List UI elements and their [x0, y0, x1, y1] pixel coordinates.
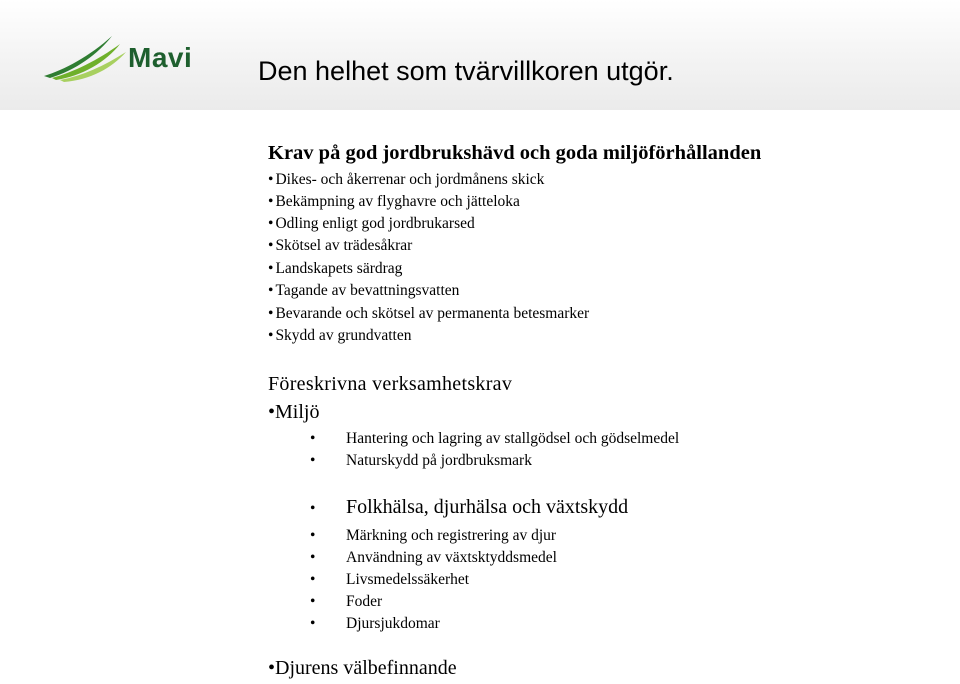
list-item: • Skötsel av trädesåkrar [268, 237, 413, 254]
list-item: • Tagande av bevattningsvatten [268, 282, 460, 299]
list-item: • Landskapets särdrag [268, 260, 403, 277]
logo-text: Mavi [128, 42, 193, 73]
list-item: • Bevarande och skötsel av permanenta betesmarker [268, 305, 590, 322]
leaf-swoosh-icon [42, 30, 132, 86]
list-item: • Bekämpning av flyghavre och jätteloka [268, 193, 520, 210]
section1-heading: Krav på god jordbrukshävd och goda miljöförhållanden [268, 142, 762, 164]
mavi-logo [42, 30, 212, 86]
list-item: • Dikes- och åkerrenar och jordmånens skick [268, 171, 545, 188]
group-label-djurens: •Djurens välbefinnande [268, 657, 457, 679]
slide-title: Den helhet som tvärvillkoren utgör. [258, 56, 674, 86]
section2-heading: Föreskrivna verksamhetskrav [268, 373, 513, 395]
list-item: • Skydd av grundvatten [268, 327, 412, 344]
list-item: • Odling enligt god jordbrukarsed [268, 215, 475, 232]
group-label-miljo: •Miljö [268, 401, 320, 423]
